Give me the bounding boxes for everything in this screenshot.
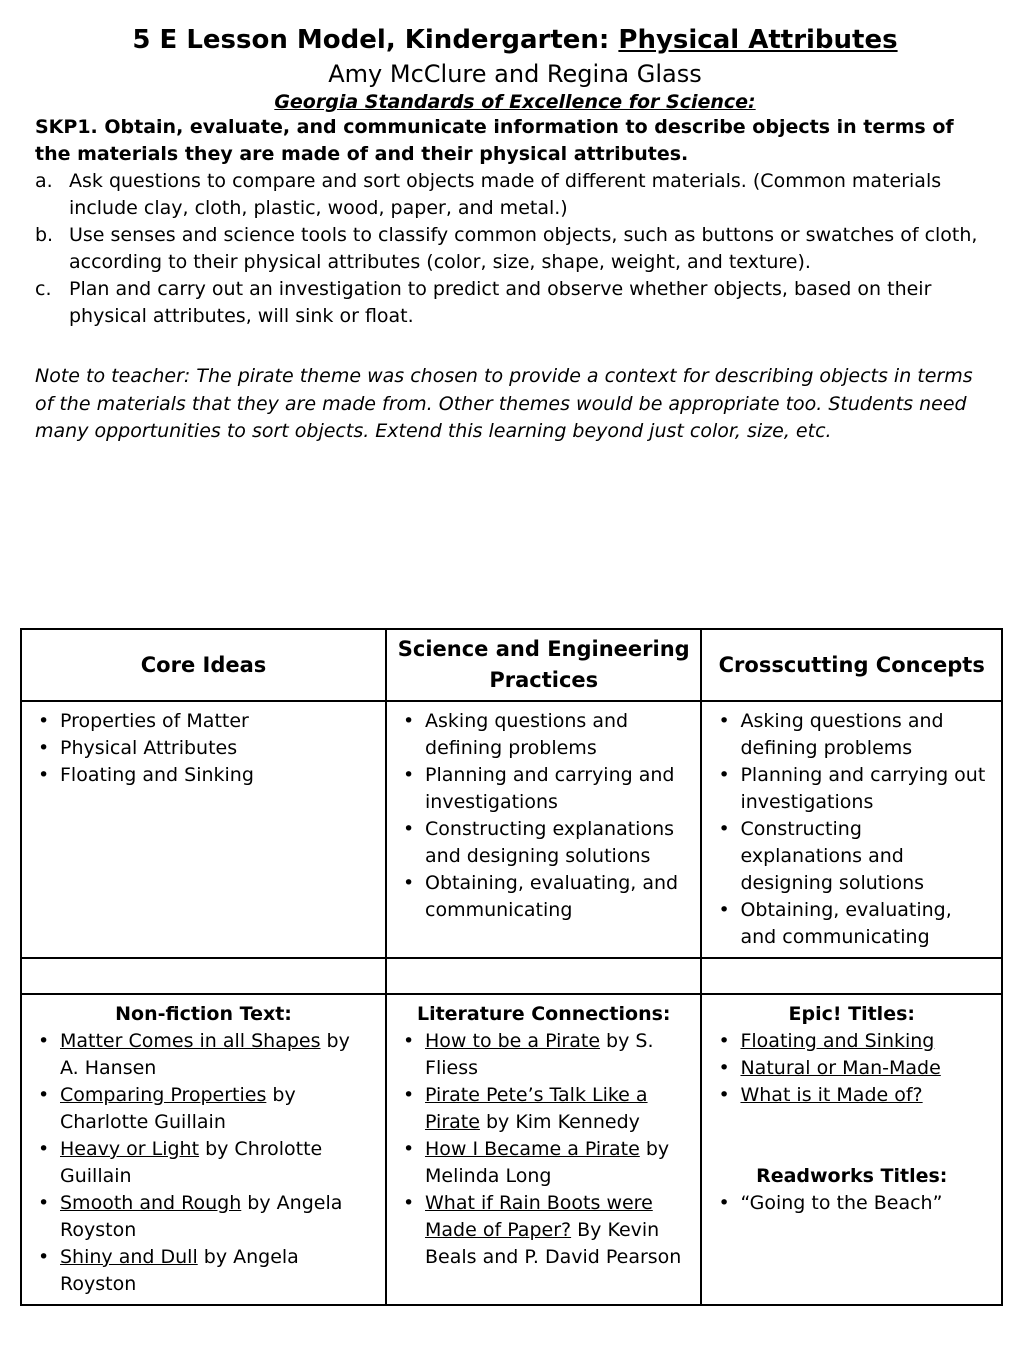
header-core-ideas: Core Ideas [21,629,386,701]
empty-cell [701,958,1002,994]
practices-cell [386,701,701,958]
empty-cell [21,958,386,994]
standard-elements [35,168,995,330]
readworks-heading: Readworks Titles: [756,1165,948,1187]
list-item: • Constructing explanations and designing solutions [403,818,675,867]
lesson-table [20,628,1003,1306]
empty-cell [386,958,701,994]
list-item: • Obtaining, evaluating, and communicating [718,899,952,948]
table-header-row [21,629,1002,701]
standard-code: SKP1. Obtain, evaluate, and communicate information to describe objects in terms of the materials they are made of and their physical attributes. [35,116,954,165]
list-item: • Asking questions and defining problems [718,710,944,759]
book-item: • How I Became a Pirate by Melinda Long [403,1138,670,1187]
book-title: Comparing Properties [60,1084,267,1106]
table-resources-row [21,994,1002,1305]
header-crosscutting: Crosscutting Concepts [701,629,1002,701]
list-item: • Floating and Sinking [38,764,254,786]
element-text: Plan and carry out an investigation to predict and observe whether objects, based on their physical attributes, will sink or float. [69,278,932,327]
book-item: • How to be a Pirate by S. Fliess [403,1030,654,1079]
element-marker: b. [35,224,54,246]
crosscutting-cell [701,701,1002,958]
nonfiction-heading: Non-fiction Text: [115,1003,292,1025]
standard-element-a [35,168,995,222]
book-title: Matter Comes in all Shapes [60,1030,321,1052]
book-item: • “Going to the Beach” [718,1192,943,1214]
standard-element-b [35,222,995,276]
document-title [35,22,995,58]
list-item: • Properties of Matter [38,710,249,732]
teacher-note: Note to teacher: The pirate theme was chosen to provide a context for describing objects in terms of the materials that they are made from. Other themes would be appropriate too. Students need many opportunities to sort objects. Extend this learning beyond just color, size, etc. [35,365,973,442]
book-item: • Comparing Properties by Charlotte Guillain [38,1084,296,1133]
element-marker: c. [35,278,52,300]
list-item: • Constructing explanations and designing solutions [718,818,925,894]
book-title: What is it Made of? [740,1084,923,1106]
book-item: • Heavy or Light by Chrolotte Guillain [38,1138,323,1187]
standard-element-c [35,276,995,330]
book-title: Pirate Pete’s Talk Like a Pirate [425,1084,648,1133]
book-title: Shiny and Dull [60,1246,198,1268]
element-marker: a. [35,170,53,192]
book-item: • What is it Made of? [718,1084,923,1106]
book-title: Smooth and Rough [60,1192,242,1214]
literature-cell [386,994,701,1305]
list-item: • Asking questions and defining problems [403,710,629,759]
list-item: • Planning and carrying out investigations [718,764,986,813]
title-prefix: 5 E Lesson Model, Kindergarten: [132,25,619,55]
book-item: • Pirate Pete’s Talk Like a Pirate by Kim Kennedy [403,1084,648,1133]
book-title: What if Rain Boots were Made of Paper? [425,1192,653,1241]
book-item: • Natural or Man-Made [718,1057,941,1079]
book-item: • What if Rain Boots were Made of Paper? By Kevin Beals and P. David Pearson [403,1192,682,1268]
epic-heading: Epic! Titles: [788,1003,915,1025]
book-item: • Floating and Sinking [718,1030,935,1052]
table-empty-row [21,958,1002,994]
element-text: Use senses and science tools to classify common objects, such as buttons or swatches of cloth, according to their physical attributes (color, size, shape, weight, and texture). [69,224,978,273]
core-ideas-cell [21,701,386,958]
book-title: Floating and Sinking [740,1030,935,1052]
element-text: Ask questions to compare and sort objects made of different materials. (Common materials include clay, cloth, plastic, wood, paper, and metal.) [69,170,942,219]
book-title: How I Became a Pirate [425,1138,640,1160]
lesson-document [35,22,995,446]
book-title: Heavy or Light [60,1138,200,1160]
book-item: • Smooth and Rough by Angela Royston [38,1192,343,1241]
book-item: • Shiny and Dull by Angela Royston [38,1246,299,1295]
literature-heading: Literature Connections: [416,1003,671,1025]
list-item: • Obtaining, evaluating, and communicating [403,872,679,921]
nonfiction-cell [21,994,386,1305]
book-title: How to be a Pirate [425,1030,601,1052]
book-title: Natural or Man-Made [740,1057,941,1079]
table-content-row [21,701,1002,958]
title-topic: Physical Attributes [618,25,898,55]
authors: Amy McClure and Regina Glass [328,60,702,88]
standards-heading: Georgia Standards of Excellence for Science: [274,91,756,113]
book-item: • Matter Comes in all Shapes by A. Hansen [38,1030,350,1079]
header-practices: Science and Engineering Practices [386,629,701,701]
epic-readworks-cell [701,994,1002,1305]
book-title: “Going to the Beach” [740,1192,943,1214]
list-item: • Physical Attributes [38,737,238,759]
list-item: • Planning and carrying and investigations [403,764,675,813]
